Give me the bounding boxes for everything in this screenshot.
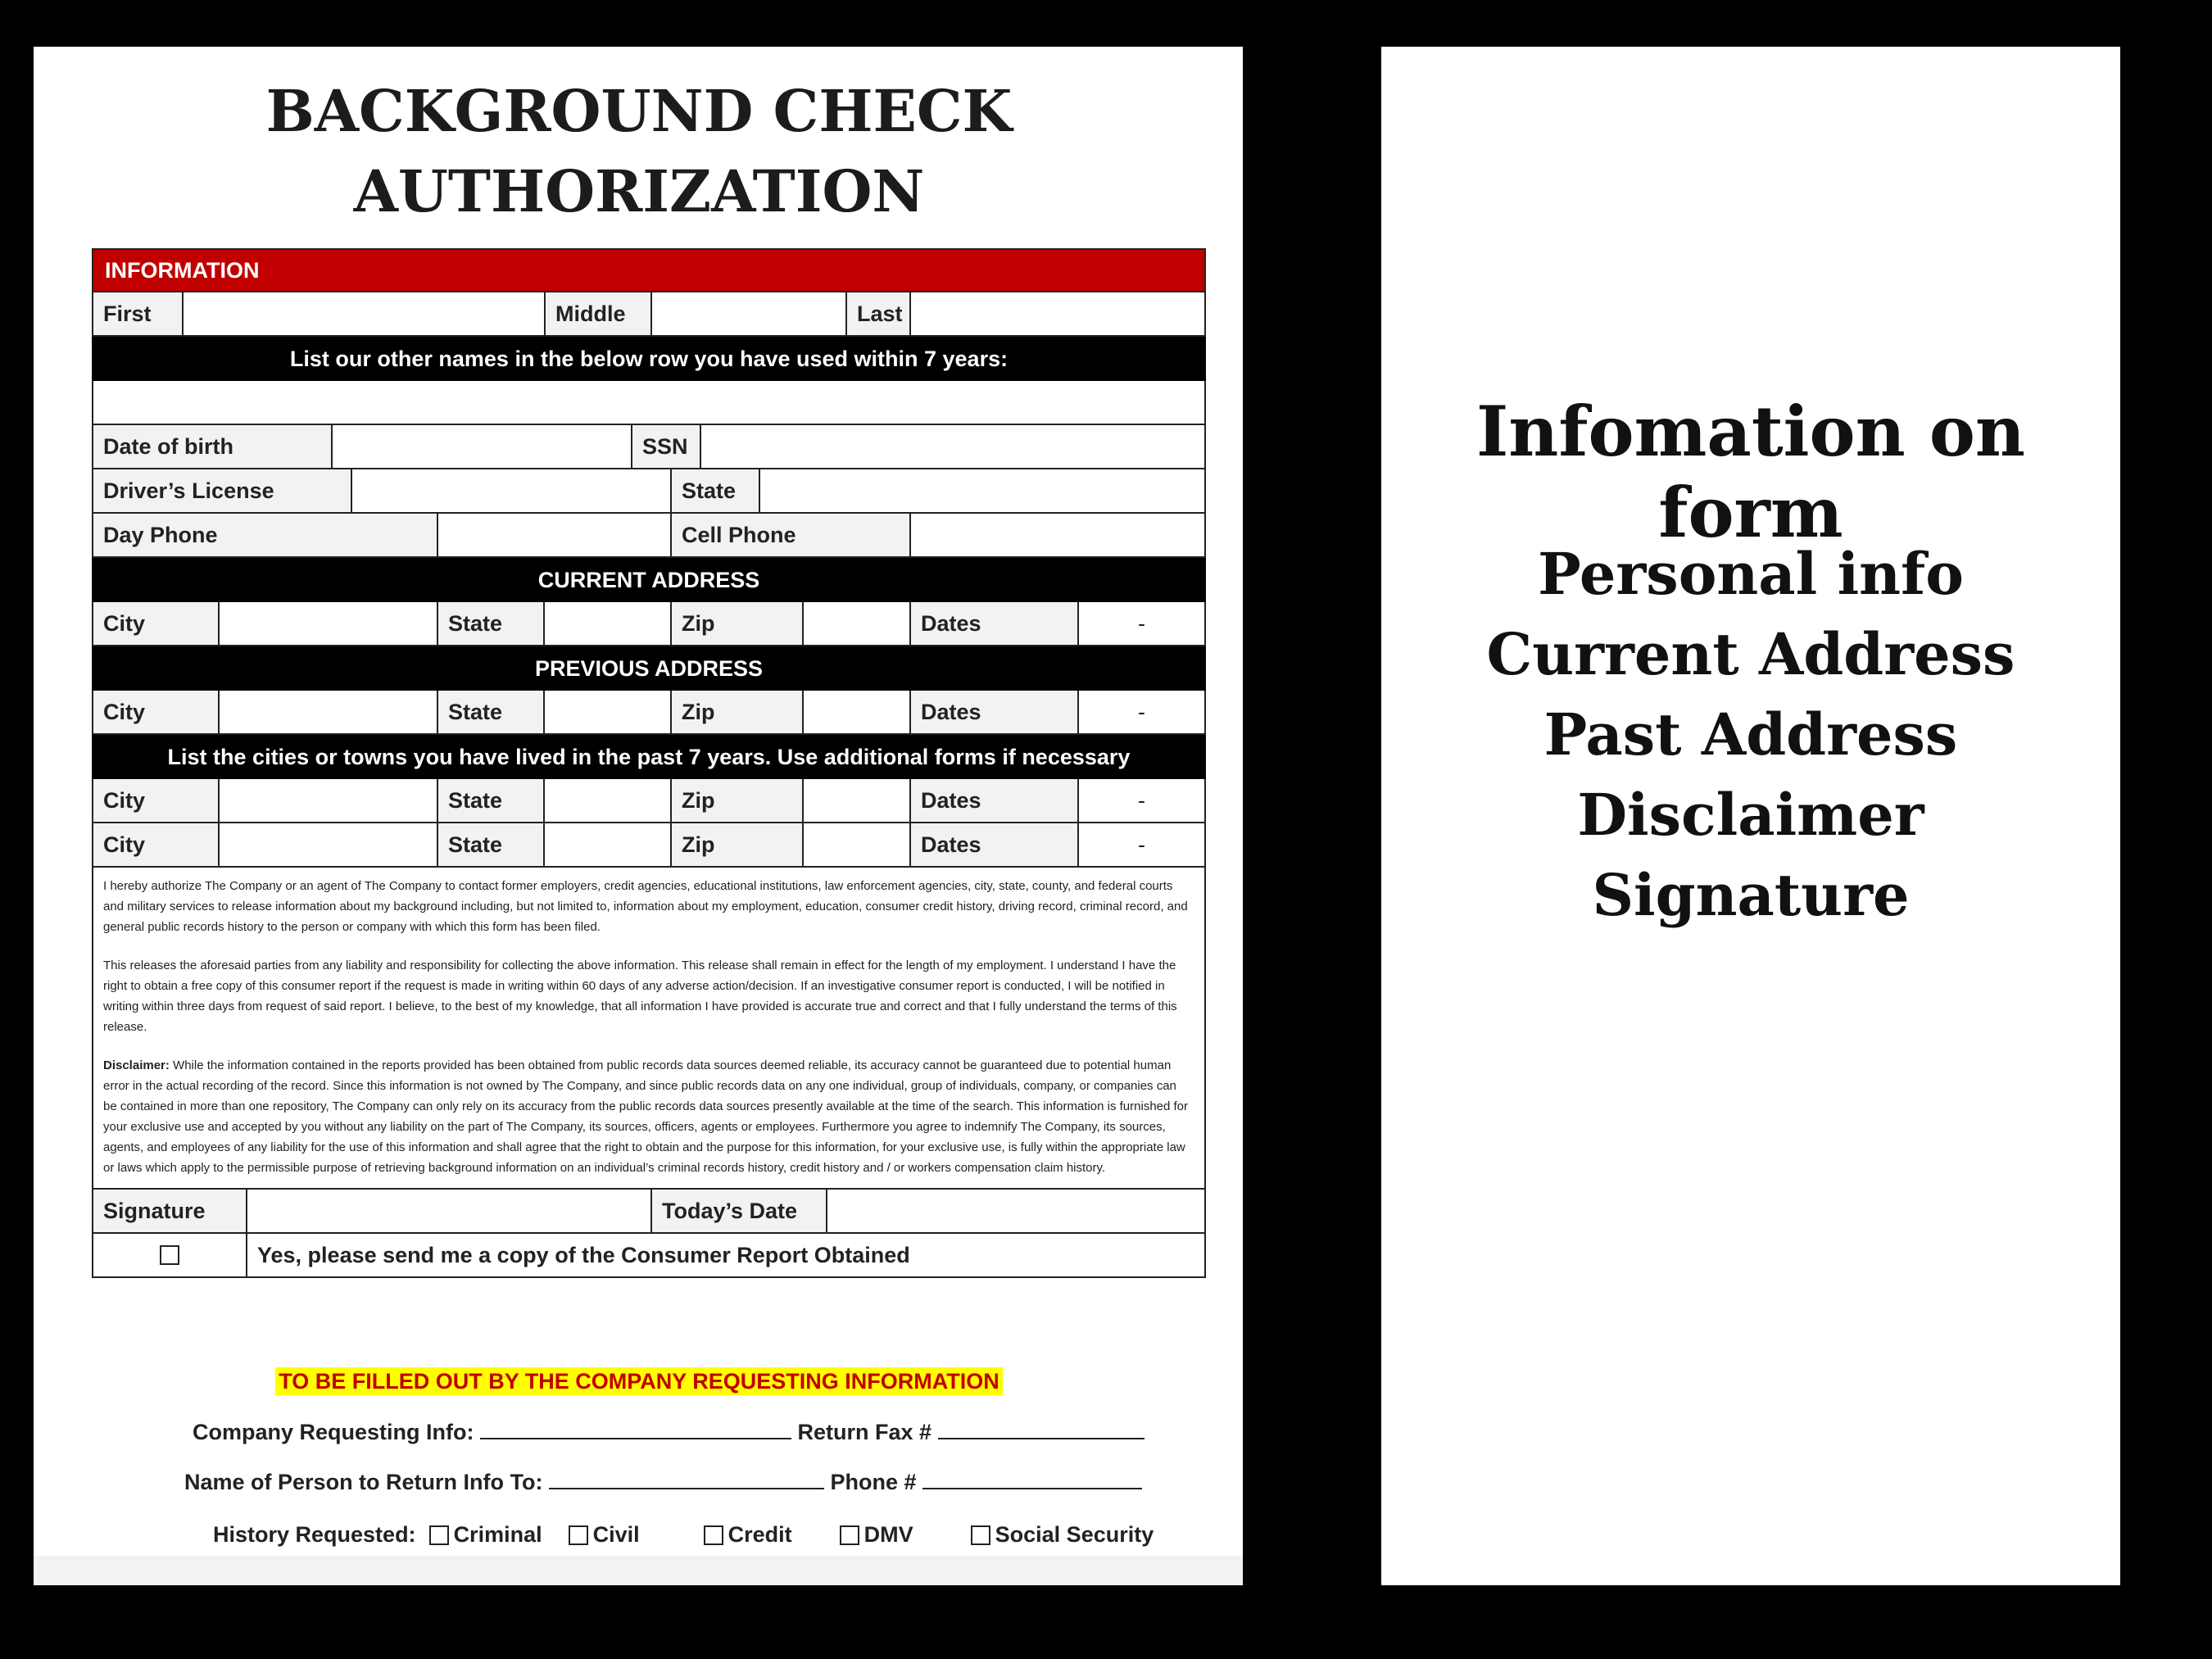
zip-field[interactable]: [804, 779, 911, 822]
form-title-line1: BACKGROUND CHECK: [265, 77, 1013, 145]
return-fax-label: Return Fax #: [797, 1420, 932, 1444]
city-label: City: [93, 823, 220, 866]
return-person-label: Name of Person to Return Info To:: [184, 1470, 543, 1494]
state-field[interactable]: [545, 602, 672, 645]
copy-request-checkbox-cell[interactable]: [93, 1234, 247, 1276]
info-list: [1381, 534, 2120, 936]
page-footer-band: [34, 1556, 1243, 1585]
release-paragraph: This releases the aforesaid parties from any liability and responsibility for collecting the above information. This release shall remain in effect for the length of my employment. I understand I have the right to obtain a free copy of this consumer report if the request is made in writing within 60 days of any adverse action/decision. If an investigative consumer report is conducted, I will be notified in writing within three days from request of said report. I believe, to the best of my knowledge, that all information I have provided is accurate true and correct and that I fully understand the terms of this release.: [103, 959, 1177, 1034]
zip-label: Zip: [672, 691, 804, 733]
current-address-bar: CURRENT ADDRESS: [92, 558, 1206, 602]
last-name-field[interactable]: [911, 292, 1204, 335]
city-field[interactable]: [220, 691, 438, 733]
state-field[interactable]: [545, 823, 672, 866]
civil-checkbox[interactable]: [569, 1525, 588, 1545]
dates-label: Dates: [911, 602, 1079, 645]
form-title-line2: AUTHORIZATION: [353, 157, 925, 225]
history-option-criminal[interactable]: [429, 1522, 542, 1548]
middle-name-field[interactable]: [652, 292, 847, 335]
cell-phone-field[interactable]: [911, 514, 1204, 556]
dates-label: Dates: [911, 691, 1079, 733]
cell-phone-label: Cell Phone: [672, 514, 911, 556]
state-label: State: [438, 823, 545, 866]
middle-name-label: Middle: [546, 292, 652, 335]
info-item: Personal info: [1538, 540, 1964, 608]
dates-label: Dates: [911, 823, 1079, 866]
city-label: City: [93, 602, 220, 645]
dates-field[interactable]: -: [1079, 823, 1204, 866]
social-security-checkbox[interactable]: [971, 1525, 990, 1545]
state-field[interactable]: [545, 691, 672, 733]
company-requesting-field[interactable]: [480, 1418, 791, 1439]
city-field[interactable]: [220, 602, 438, 645]
state-label: State: [438, 779, 545, 822]
info-item: Disclaimer: [1577, 781, 1924, 849]
city-label: City: [93, 691, 220, 733]
last-name-label: Last: [847, 292, 911, 335]
return-person-field[interactable]: [549, 1468, 824, 1489]
criminal-checkbox[interactable]: [429, 1525, 449, 1545]
company-requesting-line: [193, 1418, 1145, 1445]
zip-label: Zip: [672, 779, 804, 822]
history-option-dmv[interactable]: [840, 1522, 913, 1548]
return-fax-field[interactable]: [938, 1418, 1145, 1439]
phone-row: [92, 514, 1206, 558]
authorization-form: [92, 248, 1206, 1278]
todays-date-label: Today’s Date: [652, 1190, 827, 1232]
company-banner-text: TO BE FILLED OUT BY THE COMPANY REQUESTING INFORMATION: [275, 1367, 1003, 1395]
phone-field[interactable]: [922, 1468, 1142, 1489]
criminal-label: Criminal: [453, 1522, 542, 1547]
license-state-field[interactable]: [760, 469, 1204, 512]
current-address-row: [92, 602, 1206, 646]
name-row: [92, 292, 1206, 337]
license-label: Driver’s License: [93, 469, 352, 512]
previous-address-row: [92, 691, 1206, 735]
history-requested: [213, 1522, 1154, 1548]
cities-bar: List the cities or towns you have lived in the past 7 years. Use additional forms if necessary: [92, 735, 1206, 779]
signature-field[interactable]: [247, 1190, 652, 1232]
disclaimer-text: While the information contained in the reports provided has been obtained from public records data sources deemed reliable, its accuracy cannot be guaranteed due to potential human error in the actual recording of the record. Since this information is not owned by The Company, and since public records data on any one individual, group of individuals, company, or companies can be contained in more than one repository, The Company can only rely on its accuracy from the public records data sources presently available at the time of the search. This information is furnished for your exclusive use and accepted by you without any liability on the part of The Company, its sources, officers, agents or employees. Furthermore you agree to indemnify The Company, its sources, agents, and employees of any liability for the use of this information and shall agree that the right to obtain and the purpose for this information, for your exclusive use, is fully within the appropriate law or laws which apply to the permissible purpose of retrieving background information on an individual’s criminal records history, credit history and / or workers compensation claim history.: [103, 1058, 1189, 1175]
dob-row: [92, 425, 1206, 469]
signature-label: Signature: [93, 1190, 247, 1232]
zip-label: Zip: [672, 602, 804, 645]
day-phone-field[interactable]: [438, 514, 672, 556]
civil-label: Civil: [592, 1522, 640, 1547]
history-option-credit[interactable]: [704, 1522, 792, 1548]
disclaimer-label: Disclaimer:: [103, 1058, 170, 1072]
copy-request-row: [92, 1234, 1206, 1278]
legal-text: [92, 868, 1206, 1190]
zip-field[interactable]: [804, 602, 911, 645]
dates-field[interactable]: -: [1079, 691, 1204, 733]
dob-label: Date of birth: [93, 425, 333, 468]
state-label: State: [438, 602, 545, 645]
form-page: [34, 47, 1243, 1585]
dmv-checkbox[interactable]: [840, 1525, 859, 1545]
dates-field[interactable]: -: [1079, 779, 1204, 822]
dates-field[interactable]: -: [1079, 602, 1204, 645]
info-item: Signature: [1592, 861, 1910, 929]
first-name-field[interactable]: [184, 292, 546, 335]
first-name-label: First: [93, 292, 184, 335]
history-option-social-security[interactable]: [971, 1522, 1154, 1548]
authorization-paragraph: I hereby authorize The Company or an agent of The Company to contact former employers, credit agencies, educational institutions, law enforcement agencies, city, state, county, and federal courts and military services to release information about my background including, but not limited to, information about my employment, education, consumer credit history, driving record, criminal record, and general public records history to the person or company with which this form has been filed.: [103, 879, 1188, 934]
state-field[interactable]: [545, 779, 672, 822]
past-city-row: [92, 779, 1206, 823]
form-title: [0, 71, 1278, 232]
information-header: INFORMATION: [92, 248, 1206, 292]
company-requesting-label: Company Requesting Info:: [193, 1420, 474, 1444]
city-label: City: [93, 779, 220, 822]
license-field[interactable]: [352, 469, 672, 512]
license-row: [92, 469, 1206, 514]
other-names-bar: List our other names in the below row you have used within 7 years:: [92, 337, 1206, 381]
credit-checkbox[interactable]: [704, 1525, 723, 1545]
ssn-label: SSN: [632, 425, 701, 468]
copy-request-label: Yes, please send me a copy of the Consumer Report Obtained: [247, 1234, 1204, 1276]
todays-date-field[interactable]: [827, 1190, 1204, 1232]
social-security-label: Social Security: [995, 1522, 1154, 1547]
return-person-line: [184, 1468, 1142, 1495]
previous-address-bar: PREVIOUS ADDRESS: [92, 646, 1206, 691]
phone-label: Phone #: [830, 1470, 917, 1494]
dmv-label: DMV: [863, 1522, 913, 1547]
city-field[interactable]: [220, 823, 438, 866]
city-field[interactable]: [220, 779, 438, 822]
credit-label: Credit: [728, 1522, 792, 1547]
day-phone-label: Day Phone: [93, 514, 438, 556]
history-requested-label: History Requested:: [213, 1522, 416, 1547]
zip-field[interactable]: [804, 823, 911, 866]
dob-field[interactable]: [333, 425, 632, 468]
company-banner: [0, 1369, 1278, 1394]
license-state-label: State: [672, 469, 760, 512]
past-city-row: [92, 823, 1206, 868]
info-panel: [1381, 47, 2120, 1585]
zip-field[interactable]: [804, 691, 911, 733]
info-heading: Infomation on form: [1476, 391, 2025, 553]
signature-row: [92, 1190, 1206, 1234]
zip-label: Zip: [672, 823, 804, 866]
ssn-field[interactable]: [701, 425, 1204, 468]
state-label: State: [438, 691, 545, 733]
other-names-field[interactable]: [92, 381, 1206, 425]
copy-request-checkbox[interactable]: [160, 1245, 179, 1265]
info-item: Past Address: [1543, 700, 1958, 768]
disclaimer-paragraph: [103, 1055, 1193, 1178]
info-item: Current Address: [1486, 620, 2015, 688]
history-option-civil[interactable]: [569, 1522, 640, 1548]
dates-label: Dates: [911, 779, 1079, 822]
